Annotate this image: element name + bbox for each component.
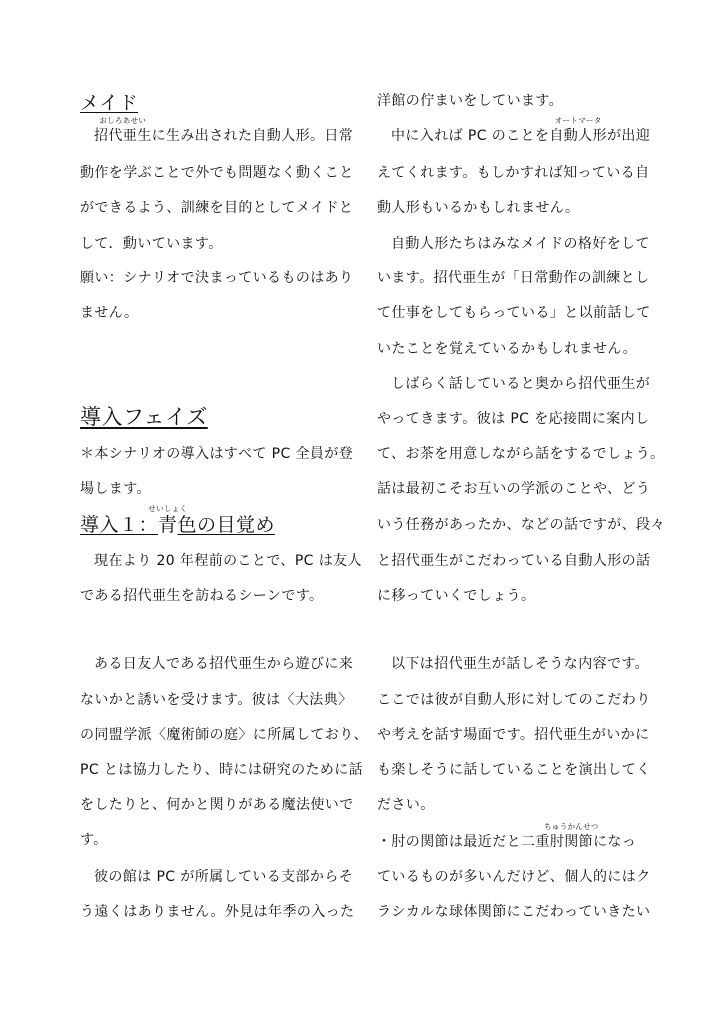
right-p5-line-2: ここでは彼が自動人形に対してのこだわり	[377, 692, 651, 708]
intro1-line-1: 現在より 20 年程前のことで、PC は友人	[94, 553, 362, 569]
right-p3-line-1: 自動人形たちはみなメイドの格好をして	[391, 236, 650, 252]
heading-suffix: 色の目覚め	[177, 514, 276, 536]
right-p6-line-1	[377, 822, 637, 850]
text-post: になっ	[593, 834, 637, 850]
intro1-p3-line-1: 彼の館は PC が所属している支部からそ	[94, 869, 354, 885]
intro1-p2-line-2: ないかと誘いを受けます。彼は〈大法典〉	[80, 692, 353, 708]
right-p5-line-5: ださい。	[377, 797, 435, 813]
heading-maid: メイド	[80, 92, 139, 114]
ruby-base: 肘関節	[549, 834, 594, 850]
right-p4-line-2: やってきます。彼は PC を応接間に案内し	[377, 411, 650, 427]
intro1-p2-line-5: をしたりと、何かと関りがある魔法使いで	[80, 797, 354, 813]
ruby-base: 自動人形	[549, 128, 607, 144]
text-rest: に生み出された自動人形。日常	[151, 128, 354, 144]
right-p4-line-4: 話は最初こそお互いの学派のことや、どう	[377, 481, 651, 497]
heading-prefix: 導入１：	[80, 514, 159, 536]
intro1-p2-line-6: す。	[80, 832, 108, 848]
heading-intro-1	[80, 504, 276, 538]
ruby-automata	[549, 116, 607, 144]
right-p4-line-1: しばらく話していると奥から招代亜生が	[391, 376, 651, 392]
right-p5-line-1: 以下は招代亜生が話しそうな内容です。	[391, 656, 650, 672]
maid-wish-line-1: 願い：シナリオで決まっているものはあり	[80, 270, 354, 286]
maid-line-1	[94, 116, 354, 144]
ruby-text: せいしょく	[148, 504, 188, 513]
intro1-p2-line-3: の同盟学派〈魔術師の庭〉に所属しており、	[80, 727, 368, 743]
intro1-p2-line-1: ある日友人である招代亜生から遊びに来	[94, 656, 354, 672]
right-p5-line-3: や考えを話す場面です。招代亜生がいかに	[377, 727, 650, 743]
ruby-text: ちゅうかんせつ	[544, 822, 599, 831]
ruby-shiro-asei	[94, 116, 152, 144]
ruby-base: 青	[158, 514, 178, 536]
right-p6-line-3: ラシカルな球体関節にこだわっていきたい	[377, 904, 651, 920]
intro1-line-2: である招代亜生を訪ねるシーンです。	[80, 588, 324, 604]
right-p4-line-6: と招代亜生がこだわっている自動人形の話	[377, 553, 651, 569]
right-p3-line-4: いたことを覚えているかもしれません。	[377, 341, 638, 357]
right-p1-line-1: 洋館の佇まいをしています。	[377, 93, 564, 109]
text-pre: 中に入れば PC のことを	[391, 128, 550, 144]
maid-line-2: 動作を学ぶことで外でも問題なく動くこと	[80, 165, 354, 181]
right-p4-line-3: て、お茶を用意しながら話をするでしょう。	[377, 446, 665, 462]
right-p3-line-3: て仕事をしてもらっている」と以前話して	[377, 305, 651, 321]
text-post: が出迎	[606, 128, 651, 144]
ruby-chukansetsu	[544, 822, 599, 850]
right-p3-line-2: います。招代亜生が「日常動作の訓練とし	[377, 270, 650, 286]
intro1-p2-line-4: PC とは協力したり、時には研究のために話	[80, 762, 364, 778]
right-p4-line-5: いう任務があったか、などの話ですが、段々	[377, 517, 665, 533]
intro-note-line-2: 場します。	[80, 481, 151, 497]
heading-intro-phase: 導入フェイズ	[80, 405, 208, 429]
right-p4-line-7: に移っていくでしょう。	[377, 588, 536, 604]
right-p5-line-4: も楽しそうに話していることを演出してく	[377, 762, 651, 778]
right-p2-line-1	[391, 116, 651, 144]
intro1-p3-line-2: う遠くはありません。外見は年季の入った	[80, 904, 355, 920]
right-p6-line-2: ているものが多いんだけど、個人的にはク	[377, 869, 651, 885]
ruby-text: オートマータ	[554, 116, 602, 125]
maid-wish-line-2: ません。	[80, 305, 139, 321]
text-pre: ・肘の関節は最近だと二重	[377, 834, 550, 850]
ruby-text: おしろあせい	[99, 116, 147, 125]
ruby-base: 招代亜生	[94, 128, 152, 144]
maid-line-4: して．動いています。	[80, 236, 223, 252]
right-p2-line-2: えてくれます。もしかすれば知っている自	[377, 165, 650, 181]
right-p2-line-3: 動人形もいるかもしれません。	[377, 200, 580, 216]
ruby-seishoku	[148, 504, 188, 536]
maid-line-3: ができるよう、訓練を目的としてメイドと	[80, 200, 354, 216]
intro-note-line-1: ＊本シナリオの導入はすべて PC 全員が登	[80, 446, 354, 462]
